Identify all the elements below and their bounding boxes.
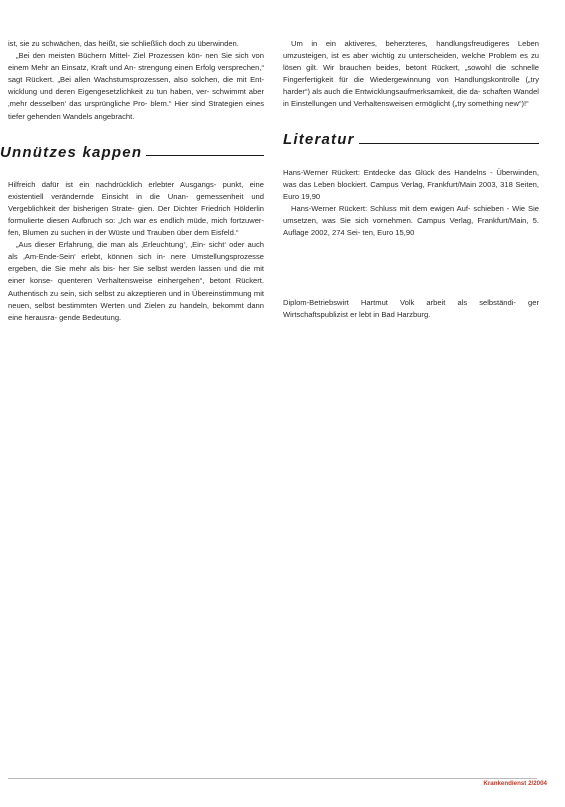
- reference-entry: Hans-Werner Rückert: Entdecke das Glück des Handelns - Überwinden, was das Leben blockiert. Campus Verlag, Frankfurt/Main 2003, 318 Seiten, Euro 19,90: [283, 167, 539, 201]
- footer-publication: Krankendienst 2/2004: [483, 780, 547, 787]
- body-paragraph: Um in ein aktiveres, beherzteres, handlungsfreudigeres Leben umzusteigen, ist es aber wichtig zu unterscheiden, welche Problem es zu lösen gilt. Wir brauchen beides, betont Rückert, „sowohl die schnelle Fingerfertigkeit für die Wiedergewinnung von Handlungskontrolle („try harder“) als auch die Entwicklungsaufmerksamkeit, die da- schaften Wandel in Einstellungen und Verhaltensweisen ermöglicht („try something new“)!“: [283, 39, 539, 109]
- reference-entry: Hans-Werner Rückert: Schluss mit dem ewigen Auf- schieben - Wie Sie umsetzen, was Sie sich vornehmen. Campus Verlag, Frankfurt/Main, 5. Auflage 2002, 274 Sei- ten, Euro 15,90: [283, 203, 539, 238]
- footer-divider: [8, 778, 537, 779]
- heading-rule: [359, 143, 539, 144]
- section-heading-unnuetzes-kappen: [0, 141, 264, 159]
- section-heading-text: Unnützes kappen: [0, 143, 143, 161]
- body-paragraph: „Bei den meisten Büchern Mittel- Ziel Prozessen kön- nen Sie sich von einem Mehr an Einsatz, Kraft und An- strengung einen Erfolg versprechen,“ sagt Rückert. „Bei allen Wachstumsprozessen, also solchen, die mit Ent- wicklung und deren Eigengesetzlichkeit zu tun haben, ver- schwimmt aber ‚mehr desselben‘ das ursprüngliche Pro- blem.“ Hier sind Strategien eines tiefer gehenden Wandels angebracht.: [8, 51, 264, 121]
- section-heading-literatur: [283, 129, 539, 147]
- body-paragraph: ist, sie zu schwächen, das heißt, sie schließlich doch zu überwinden.: [8, 39, 239, 48]
- section-heading-text: Literatur: [283, 131, 355, 149]
- body-paragraph: „Aus dieser Erfahrung, die man als ‚Erleuchtung‘, ‚Ein- sicht‘ oder auch als ‚Am-Ende-Sein‘ erlebt, können sich in- nere Umstellungsprozesse ergeben, die Sie mehr als bis- her Sie selbst werden lassen und die mit einer konse- quenteren Verhaltensweise einhergehen“, betont Rückert. Authentisch zu sein, sich selbst zu akzeptieren und in Übereinstimmung mit neuen, selbst bestimmten Werten und Zielen zu handeln, bekommt dann eine herausra- gende Bedeutung.: [8, 240, 264, 322]
- right-column: [283, 38, 539, 321]
- author-note: Diplom-Betriebswirt Hartmut Volk arbeit als selbständi- ger Wirtschaftspublizist er lebt in Bad Harzburg.: [283, 298, 539, 320]
- body-paragraph: Hilfreich dafür ist ein nachdrücklich erlebter Ausgangs- punkt, eine existentiell verändernde Einsicht in die Unan- gemessenheit und Vergeblichkeit der bisherigen Strate- gien. Der Dichter Friedrich Hölderlin formulierte diesen Aufbruch so: „Ich war es endlich müde, mich fortzuwer- fen, Blumen zu suchen in der Wüste und Trauben über dem Eisfeld.“: [8, 179, 264, 238]
- heading-rule: [146, 155, 264, 156]
- left-column: [0, 38, 264, 324]
